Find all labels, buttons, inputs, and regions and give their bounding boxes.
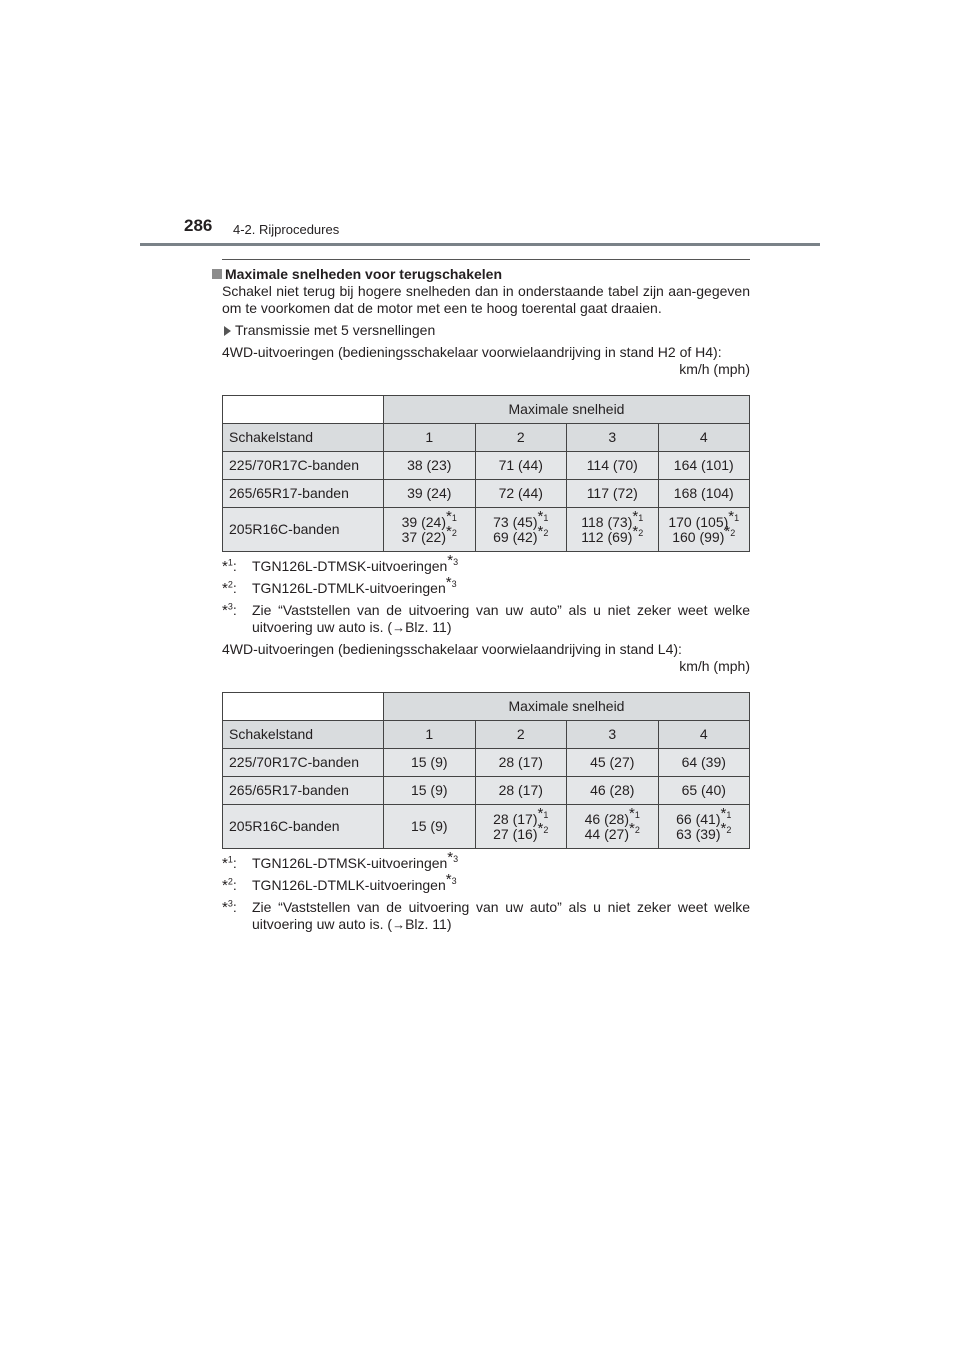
footnote-star: * <box>222 558 228 575</box>
table-row <box>223 452 750 480</box>
footnote-number: 2 <box>227 579 233 590</box>
section-title: 4-2. Rijprocedures <box>233 222 340 237</box>
gear-header: 4 <box>658 721 750 749</box>
speed-variant-1: 170 (105) <box>668 513 729 530</box>
content-divider <box>222 259 750 260</box>
footnote-2 <box>222 574 750 597</box>
page-reference-link[interactable]: Blz. 11) <box>405 619 452 635</box>
speed-variant-1: 28 (17) <box>493 810 538 827</box>
footnote-star: * <box>445 574 452 592</box>
footnote-number: 3 <box>453 854 459 865</box>
footnote-number: 2 <box>451 527 457 538</box>
speed-variant-1: 66 (41) <box>676 810 721 827</box>
footnote-star: * <box>446 507 452 525</box>
section-1-caption: 4WD-uitvoeringen (bedieningsschakelaar voorwielaandrijving in stand H2 of H4): <box>222 344 722 360</box>
footnote-colon: : <box>232 580 237 596</box>
group-header: Maximale snelheid <box>384 396 750 424</box>
table-row <box>223 805 750 849</box>
page-reference-link[interactable]: Blz. 11) <box>405 916 452 932</box>
footnote-star: * <box>222 855 228 872</box>
speed-variant-1: 73 (45) <box>493 513 538 530</box>
footnote-3 <box>222 899 750 933</box>
footnote-star: * <box>222 580 228 597</box>
footnote-star: * <box>629 819 635 837</box>
speed-cell: 168 (104) <box>658 480 750 508</box>
footnote-number: 3 <box>227 601 233 612</box>
footnote-colon: : <box>232 602 237 618</box>
footnote-number: 2 <box>543 824 549 835</box>
speed-cell: 164 (101) <box>658 452 750 480</box>
split-speed-cell <box>475 508 567 552</box>
speed-table-l4 <box>222 692 750 849</box>
footnote-number: 2 <box>543 527 549 538</box>
tire-cell: 225/70R17C-banden <box>223 452 384 480</box>
footnote-star: * <box>537 804 544 822</box>
footnote-number: 1 <box>543 512 549 523</box>
footnote-star: * <box>447 849 454 867</box>
footnote-number: 3 <box>227 898 233 909</box>
speed-variant-2: 27 (16) <box>493 825 538 842</box>
footnote-number: 3 <box>453 557 459 568</box>
split-speed-cell <box>567 805 659 849</box>
footnote-number: 1 <box>227 854 233 865</box>
gear-header: 3 <box>567 721 659 749</box>
heading <box>212 266 750 283</box>
footnote-star: * <box>537 507 544 525</box>
split-speed-cell <box>475 805 567 849</box>
tire-cell: 205R16C-banden <box>223 508 384 552</box>
footnote-number: 1 <box>227 557 233 568</box>
footnote-text: TGN126L-DTMSK-uitvoeringen <box>252 558 448 574</box>
footnotes-2 <box>222 849 750 933</box>
speed-variant-2: 112 (69) <box>581 528 633 545</box>
footnotes-1 <box>222 552 750 636</box>
footnote-text: Zie “Vaststellen van de uitvoering van uw auto” als u niet zeker weet welke uitvoering uw auto is. ( <box>252 899 750 932</box>
footnote-colon: : <box>232 899 237 915</box>
speed-cell: 28 (17) <box>475 749 567 777</box>
tire-cell: 265/65R17-banden <box>223 777 384 805</box>
footnote-colon: : <box>232 877 237 893</box>
speed-variant-1: 118 (73) <box>581 513 633 530</box>
footnote-star: * <box>720 804 727 822</box>
table-corner <box>223 396 384 424</box>
tire-cell: 205R16C-banden <box>223 805 384 849</box>
arrow-right-icon: → <box>392 620 406 635</box>
split-speed-cell <box>567 508 659 552</box>
speed-cell: 117 (72) <box>567 480 659 508</box>
footnote-number: 1 <box>734 512 740 523</box>
square-bullet-icon <box>212 269 222 279</box>
footnote-star: * <box>632 522 639 540</box>
tire-cell: 265/65R17-banden <box>223 480 384 508</box>
speed-variant-2: 160 (99) <box>672 528 725 545</box>
speed-variant-2: 44 (27) <box>584 825 629 842</box>
footnote-star: * <box>446 522 452 540</box>
footnote-2 <box>222 871 750 894</box>
split-speed-cell <box>658 805 750 849</box>
footnote-star: * <box>445 871 452 889</box>
intro-text: Schakel niet terug bij hogere snelheden dan in onderstaande tabel zijn aan-gegeven om te voorkomen dat de motor met een te hoog toerental gaat draaien. <box>222 283 750 316</box>
main-content <box>222 266 750 933</box>
split-speed-cell <box>384 508 476 552</box>
table-row <box>223 480 750 508</box>
speed-cell: 15 (9) <box>384 749 476 777</box>
speed-cell: 71 (44) <box>475 452 567 480</box>
footnote-number: 1 <box>451 512 457 523</box>
speed-cell: 28 (17) <box>475 777 567 805</box>
footnote-star: * <box>537 522 544 540</box>
transmission-bullet <box>224 322 750 339</box>
speed-variant-2: 37 (22) <box>401 528 446 545</box>
speed-cell: 46 (28) <box>567 777 659 805</box>
footnote-number: 1 <box>543 809 549 820</box>
header-divider <box>140 243 820 246</box>
gear-header: 2 <box>475 721 567 749</box>
footnote-colon: : <box>232 558 237 574</box>
speed-cell: 114 (70) <box>567 452 659 480</box>
table-row <box>223 777 750 805</box>
table-row <box>223 749 750 777</box>
triangle-bullet-icon <box>224 326 231 336</box>
speed-cell: 45 (27) <box>567 749 659 777</box>
speed-cell: 72 (44) <box>475 480 567 508</box>
speed-cell: 65 (40) <box>658 777 750 805</box>
speed-table-h2-h4 <box>222 395 750 552</box>
footnote-text: TGN126L-DTMSK-uitvoeringen <box>252 855 448 871</box>
speed-cell: 39 (24) <box>384 480 476 508</box>
footnote-text: Zie “Vaststellen van de uitvoering van uw auto” als u niet zeker weet welke uitvoering uw auto is. ( <box>252 602 750 635</box>
footnote-number: 2 <box>638 527 644 538</box>
split-speed-cell <box>658 508 750 552</box>
footnote-3 <box>222 602 750 636</box>
heading-text: Maximale snelheden voor terugschakelen <box>225 266 502 282</box>
footnote-colon: : <box>232 855 237 871</box>
speed-cell: 15 (9) <box>384 805 476 849</box>
speed-variant-2: 69 (42) <box>493 528 538 545</box>
footnote-star: * <box>724 522 731 540</box>
footnote-star: * <box>728 507 735 525</box>
footnote-star: * <box>222 899 228 916</box>
bullet-text: Transmissie met 5 versnellingen <box>235 322 436 338</box>
footnote-number: 1 <box>638 512 644 523</box>
speed-variant-1: 39 (24) <box>401 513 446 530</box>
gear-header: 1 <box>384 424 476 452</box>
footnote-number: 1 <box>726 809 732 820</box>
footnote-text: TGN126L-DTMLK-uitvoeringen <box>252 877 446 893</box>
footnote-star: * <box>632 507 639 525</box>
tire-cell: 225/70R17C-banden <box>223 749 384 777</box>
footnote-number: 2 <box>730 527 736 538</box>
footnote-text: TGN126L-DTMLK-uitvoeringen <box>252 580 446 596</box>
gear-header: 4 <box>658 424 750 452</box>
footnote-star: * <box>222 602 228 619</box>
gear-header: 1 <box>384 721 476 749</box>
section-2-caption: 4WD-uitvoeringen (bedieningsschakelaar voorwielaandrijving in stand L4): <box>222 641 682 657</box>
page-number: 286 <box>184 216 213 235</box>
footnote-number: 1 <box>634 809 640 820</box>
table-corner <box>223 693 384 721</box>
gear-header: 3 <box>567 424 659 452</box>
footnote-number: 2 <box>227 876 233 887</box>
row-label: Schakelstand <box>223 424 384 452</box>
footnote-1 <box>222 849 750 872</box>
group-header: Maximale snelheid <box>384 693 750 721</box>
footnote-star: * <box>629 804 635 822</box>
footnote-1 <box>222 552 750 575</box>
speed-cell: 38 (23) <box>384 452 476 480</box>
footnote-star: * <box>720 819 727 837</box>
table-row <box>223 508 750 552</box>
arrow-right-icon: → <box>392 917 406 932</box>
speed-variant-2: 63 (39) <box>676 825 721 842</box>
footnote-number: 3 <box>451 579 457 590</box>
speed-variant-1: 46 (28) <box>584 810 629 827</box>
gear-header: 2 <box>475 424 567 452</box>
footnote-star: * <box>222 877 228 894</box>
footnote-star: * <box>537 819 544 837</box>
section-1-unit: km/h (mph) <box>679 361 750 377</box>
footnote-number: 3 <box>451 876 457 887</box>
footnote-star: * <box>447 552 454 570</box>
row-label: Schakelstand <box>223 721 384 749</box>
speed-cell: 64 (39) <box>658 749 750 777</box>
footnote-number: 2 <box>634 824 640 835</box>
footnote-number: 2 <box>726 824 732 835</box>
section-2-unit: km/h (mph) <box>679 658 750 674</box>
speed-cell: 15 (9) <box>384 777 476 805</box>
